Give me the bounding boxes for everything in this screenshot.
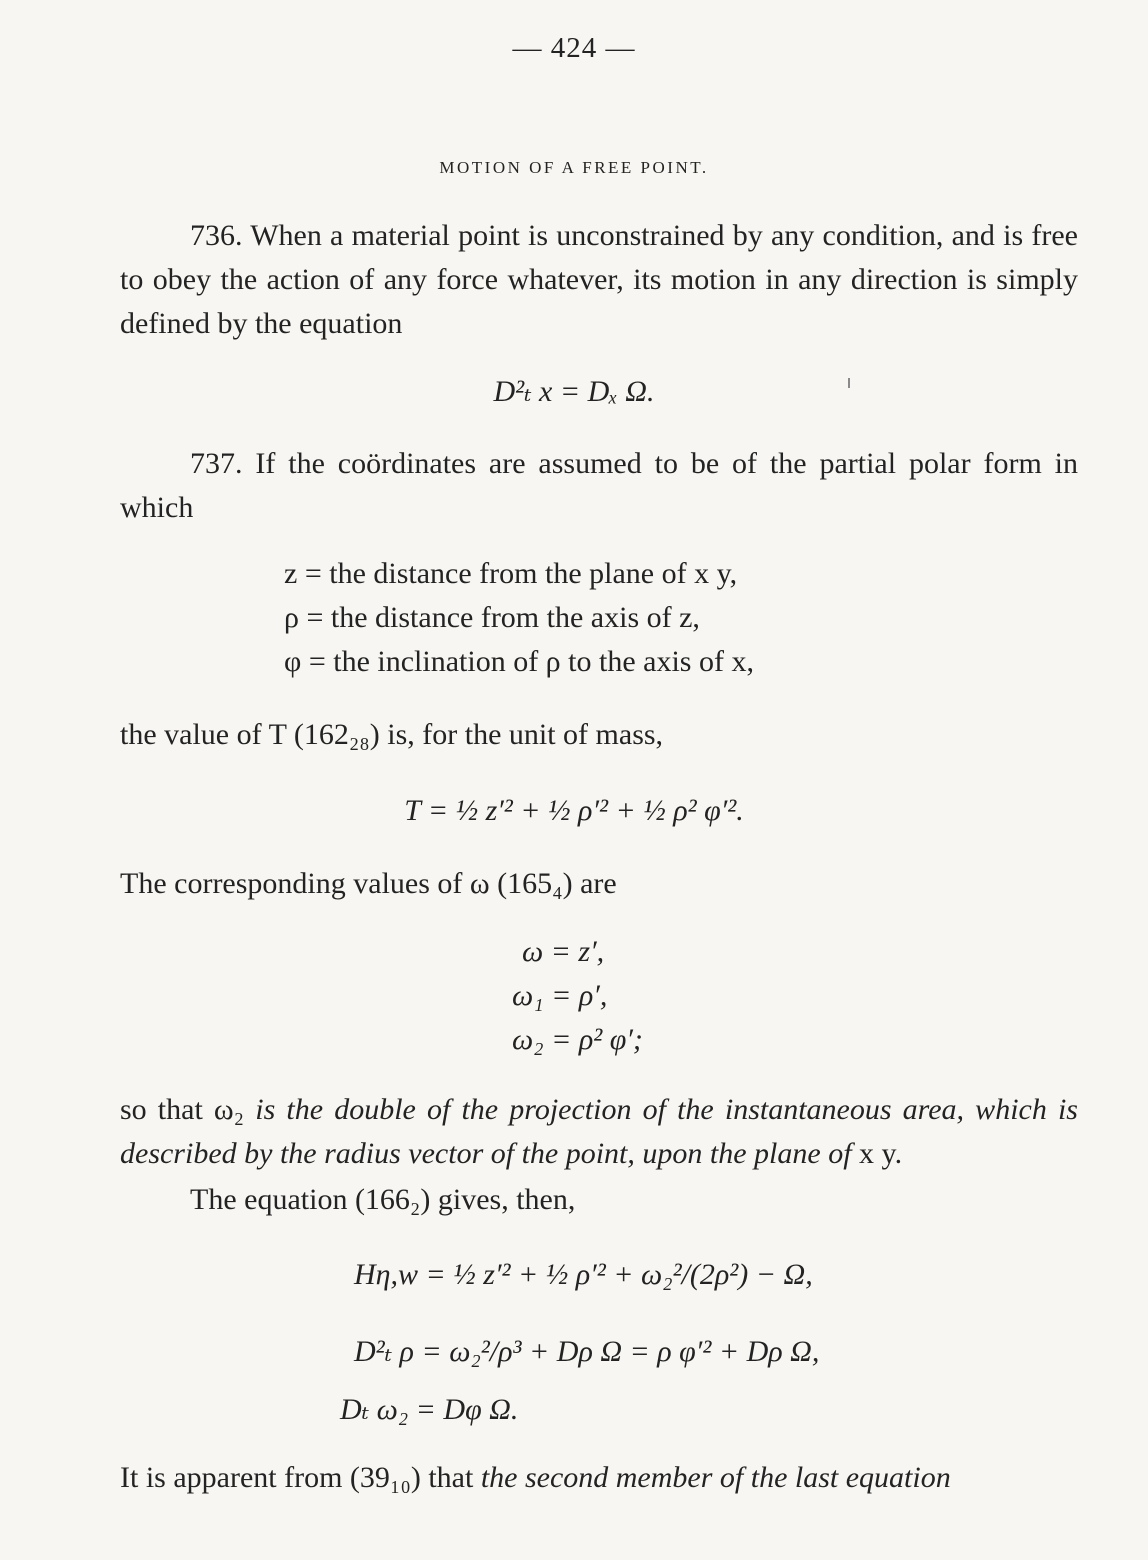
definition-z: z = the distance from the plane of x y, [284,557,738,590]
omega-0: ω = z′, [522,935,605,968]
definition-rho: ρ = the distance from the axis of z, [284,601,700,634]
equation-radial: D²ₜ ρ = ω₂²/ρ³ + Dρ Ω = ρ φ′² + Dρ Ω, [354,1335,820,1368]
last-italic: the second member of the last equation [480,1461,951,1494]
so-that-suffix: x y. [859,1137,903,1170]
so-that-prefix: so that ω₂ [120,1093,245,1126]
omega-2: ω₂ = ρ² φ′; [512,1023,643,1056]
equation-areal: Dₜ ω₂ = Dφ Ω. [340,1393,519,1426]
print-speck [848,378,850,388]
paragraph-eq166: The equation (166₂) gives, then, [190,1183,576,1216]
paragraph-last [120,1456,1078,1500]
paragraph-omega-intro: The corresponding values of ω (165₄) are [120,867,617,900]
equation-kinetic-energy [0,794,1148,828]
equation-hamiltonian: Hη,w = ½ z′² + ½ ρ′² + ω₂²/(2ρ²) − Ω, [354,1258,813,1291]
last-prefix: It is apparent from (39₁₀) that [120,1461,474,1494]
section-heading: MOTION OF A FREE POINT. [439,158,709,177]
equation-motion-text: D²ₜ x = Dₓ Ω. [493,375,655,408]
page-number: — 424 — [512,32,636,64]
paragraph-737: 737. If the coördinates are assumed to be of the partial polar form in which [120,447,1078,524]
so-that-italic: is the double of the projection of the instantaneous area, which is described by the radius vector of the point, upon the plane of [120,1093,1078,1170]
equation-kinetic-energy-text: T = ½ z′² + ½ ρ′² + ½ ρ² φ′². [404,794,744,827]
paragraph-736: 736. When a material point is unconstrained by any condition, and is free to obey the action of any force whatever, its motion in any direction is simply defined by the equation [120,219,1078,340]
paragraph-so-that [120,1088,1078,1176]
paragraph-t-intro: the value of T (162₂₈) is, for the unit of mass, [120,718,664,751]
equation-motion [0,374,1148,409]
definition-phi: φ = the inclination of ρ to the axis of x, [284,645,754,678]
omega-1: ω₁ = ρ′, [512,979,608,1012]
